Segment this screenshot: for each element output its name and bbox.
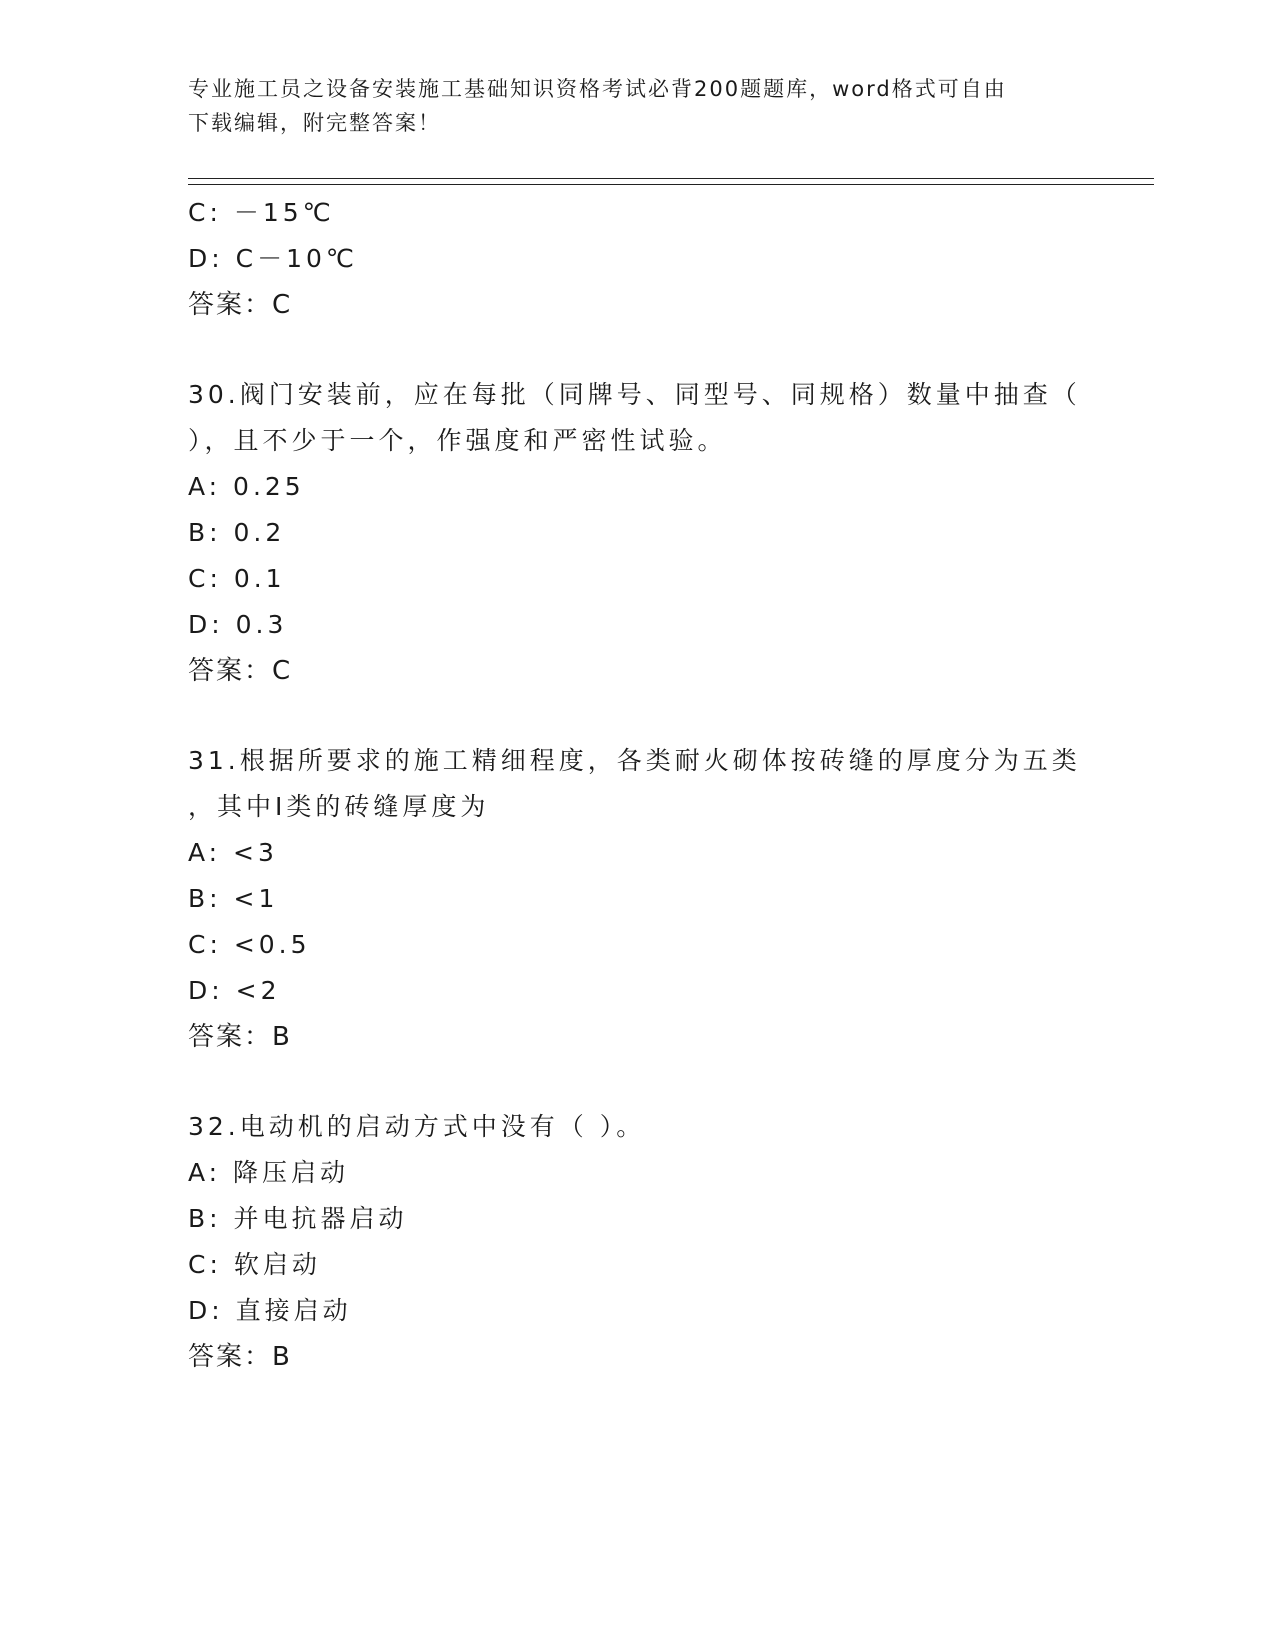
question-text-line: ），且不少于一个，作强度和严密性试验。 (188, 426, 727, 455)
question-text-line: ，其中Ⅰ类的砖缝厚度为 (188, 792, 490, 821)
option-a: A: 0.25 (188, 472, 305, 501)
option-d: D: 直接启动 (188, 1296, 352, 1325)
option-d: D: <2 (188, 976, 281, 1005)
option-a: A: <3 (188, 838, 278, 867)
option-d: D: 0.3 (188, 610, 288, 639)
continued-question (188, 190, 1088, 328)
option-d: D: C－10℃ (188, 244, 358, 273)
option-b: B: 并电抗器启动 (188, 1204, 408, 1233)
header-line-1: 专业施工员之设备安装施工基础知识资格考试必背200题题库，word格式可自由 (188, 77, 1007, 101)
option-c: C: －15℃ (188, 198, 335, 227)
question-text-line: 30.阀门安装前，应在每批（同牌号、同型号、同规格）数量中抽查（ (188, 380, 1081, 409)
document-header (188, 72, 1088, 140)
option-c: C: 软启动 (188, 1250, 321, 1279)
header-divider (188, 178, 1154, 185)
option-a: A: 降压启动 (188, 1158, 350, 1187)
question-text-line: 31.根据所要求的施工精细程度，各类耐火砌体按砖缝的厚度分为五类 (188, 746, 1081, 775)
option-c: C: 0.1 (188, 564, 286, 593)
question-text-line: 32.电动机的启动方式中没有（ ）。 (188, 1112, 646, 1141)
answer-line: 答案：B (188, 1342, 292, 1372)
answer-line: 答案：B (188, 1022, 292, 1052)
answer-line: 答案：C (188, 290, 293, 320)
option-b: B: <1 (188, 884, 279, 913)
option-b: B: 0.2 (188, 518, 286, 547)
question-30 (188, 372, 1088, 694)
question-32 (188, 1104, 1088, 1380)
answer-line: 答案：C (188, 656, 293, 686)
question-content (188, 190, 1088, 1380)
option-c: C: <0.5 (188, 930, 311, 959)
header-line-2: 下载编辑，附完整答案！ (188, 111, 441, 135)
question-31 (188, 738, 1088, 1060)
